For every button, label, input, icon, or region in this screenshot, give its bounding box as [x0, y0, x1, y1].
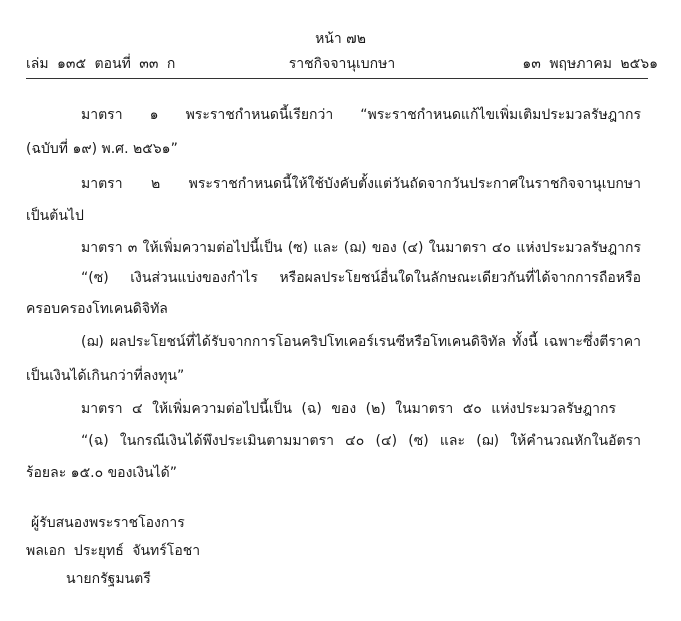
volume-info: เล่ม ๑๓๕ ตอนที่ ๓๓ ก — [26, 56, 176, 72]
section-2-line-1: มาตรา ๒ พระราชกำหนดนี้ให้ใช้บังคับตั้งแต่วันถัดจากวันประกาศในราชกิจจานุเบกษา — [81, 176, 641, 192]
section-2-line-2: เป็นต้นไป — [26, 208, 84, 224]
section-1-line-1: มาตรา ๑ พระราชกำหนดนี้เรียกว่า “พระราชกำหนดแก้ไขเพิ่มเติมประมวลรัษฎากร — [81, 107, 641, 123]
clause-chor-line-2: เป็นเงินได้เกินกว่าที่ลงทุน” — [26, 368, 185, 384]
signatory-name: พลเอก ประยุทธ์ จันทร์โอชา — [26, 543, 201, 559]
countersign-label: ผู้รับสนองพระราชโองการ — [31, 515, 185, 531]
signatory-title: นายกรัฐมนตรี — [66, 571, 151, 587]
page-number: หน้า ๗๒ — [315, 31, 366, 47]
clause-chor-line-1: (ฌ) ผลประโยชน์ที่ได้รับจากการโอนคริปโทเคอร์เรนซีหรือโทเคนดิจิทัล ทั้งนี้ เฉพาะซึ่งตีราคา — [81, 334, 641, 350]
clause-zo-line-2: ครอบครองโทเคนดิจิทัล — [26, 301, 168, 317]
section-1-line-2: (ฉบับที่ ๑๙) พ.ศ. ๒๕๖๑” — [26, 141, 178, 157]
section-3-line-1: มาตรา ๓ ให้เพิ่มความต่อไปนี้เป็น (ซ) และ (ฌ) ของ (๔) ในมาตรา ๔๐ แห่งประมวลรัษฎากร — [81, 240, 641, 256]
section-4-line-1: มาตรา ๔ ให้เพิ่มความต่อไปนี้เป็น (ฉ) ของ (๒) ในมาตรา ๕๐ แห่งประมวลรัษฎากร — [81, 401, 616, 417]
running-header — [26, 55, 658, 73]
clause-zo-line-1: “(ซ) เงินส่วนแบ่งของกำไร หรือผลประโยชน์อื่นใดในลักษณะเดียวกันที่ได้จากการถือหรือ — [81, 270, 641, 286]
clause-cho-line-1: “(ฉ) ในกรณีเงินได้พึงประเมินตามมาตรา ๔๐ (๔) (ซ) และ (ฌ) ให้คำนวณหักในอัตรา — [81, 433, 641, 449]
header-rule — [26, 78, 648, 79]
publication-date: ๑๓ พฤษภาคม ๒๕๖๑ — [522, 56, 658, 72]
clause-cho-line-2: ร้อยละ ๑๕.๐ ของเงินได้” — [26, 465, 177, 481]
publication-name: ราชกิจจานุเบกษา — [288, 56, 396, 72]
